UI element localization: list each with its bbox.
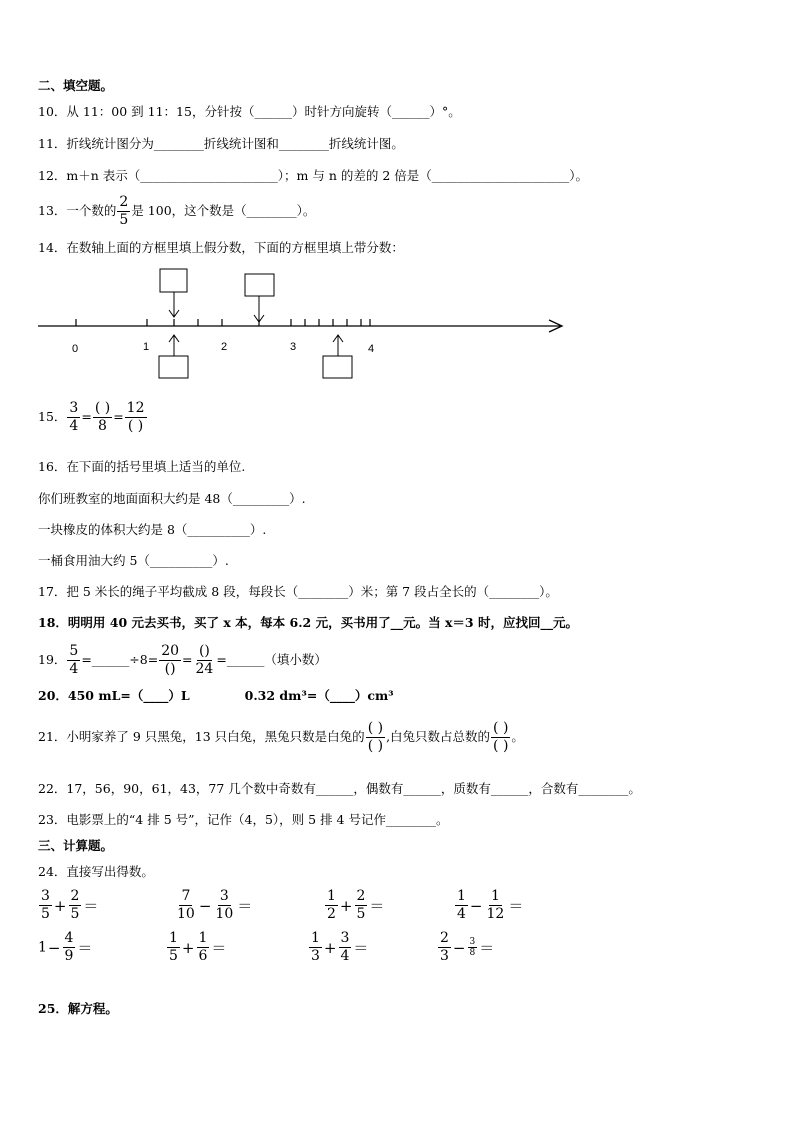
calc-4-d2: 12 bbox=[486, 906, 505, 922]
number-line-ticks bbox=[76, 319, 370, 326]
calc-3-f1 bbox=[325, 888, 338, 923]
q21-f2d: ( ) bbox=[493, 738, 509, 754]
calc-7-n2: 3 bbox=[340, 930, 350, 946]
q21-f2n: ( ) bbox=[493, 720, 509, 736]
calc-5-d2: 9 bbox=[64, 948, 74, 964]
calc-1-f1 bbox=[39, 888, 52, 923]
question-16-line-3: 一桶食用油大约 5（__________）. bbox=[38, 553, 229, 568]
question-23: 23．电影票上的“4 排 5 号”，记作（4，5），则 5 排 4 号记作________。 bbox=[38, 812, 449, 827]
q13-fraction bbox=[117, 194, 130, 229]
q15-f2d: 8 bbox=[98, 418, 107, 434]
question-25: 25．解方程。 bbox=[38, 1001, 118, 1016]
calc-4-f2 bbox=[485, 888, 507, 923]
q13-den: 5 bbox=[119, 212, 129, 228]
number-line-label-2: 2 bbox=[221, 341, 228, 353]
q21-f1n: ( ) bbox=[367, 720, 384, 736]
q15-fraction-1 bbox=[67, 400, 80, 435]
answer-box-bottom-2[interactable] bbox=[323, 335, 352, 378]
calc-1-op: + bbox=[53, 896, 67, 915]
section-three-title: 三、计算题。 bbox=[38, 838, 114, 853]
calc-5-op: − bbox=[47, 938, 61, 957]
calc-2-f1 bbox=[175, 888, 197, 923]
calc-4-n1: 1 bbox=[457, 888, 466, 904]
q15-f3d: ( ) bbox=[127, 418, 144, 434]
calc-8-n2: 3 bbox=[469, 937, 476, 947]
calc-7-f1 bbox=[309, 930, 322, 965]
question-15 bbox=[38, 400, 148, 435]
calc-2-n2: 3 bbox=[219, 888, 229, 904]
calc-3-n2: 2 bbox=[356, 888, 366, 904]
calc-1-d1: 5 bbox=[41, 906, 50, 922]
calc-8-n1: 2 bbox=[440, 930, 449, 946]
calc-2-n1: 7 bbox=[181, 888, 191, 904]
calc-1-n1: 3 bbox=[41, 888, 50, 904]
calc-4-n2: 1 bbox=[490, 888, 500, 904]
calc-2-op: − bbox=[198, 896, 212, 915]
calc-5-whole: 1 bbox=[38, 939, 47, 956]
calc-7-n1: 1 bbox=[311, 930, 320, 946]
calc-8-f1 bbox=[438, 930, 451, 965]
q19-f2d: () bbox=[164, 661, 176, 677]
calc-6-n1: 1 bbox=[169, 930, 178, 946]
answer-box-top-2[interactable] bbox=[245, 274, 274, 322]
calc-5-eq: ＝ bbox=[77, 939, 93, 957]
q19-f2n: 20 bbox=[161, 643, 180, 659]
calc-8-op: − bbox=[452, 938, 466, 957]
calc-2-f2 bbox=[213, 888, 235, 923]
calc-8-d1: 3 bbox=[440, 948, 449, 964]
calc-item-6 bbox=[166, 930, 227, 965]
calc-2-d1: 10 bbox=[177, 906, 195, 922]
q21-fraction-1 bbox=[366, 720, 385, 755]
question-16-line-1: 你们班教室的地面面积大约是 48（_________）. bbox=[38, 491, 306, 506]
q15-f2n: ( ) bbox=[94, 400, 111, 416]
q20-part-b: 0.32 dm³=（____）cm³ bbox=[244, 688, 394, 703]
q15-label: 15． bbox=[38, 409, 67, 424]
q15-fraction-3 bbox=[125, 400, 147, 435]
calc-1-n2: 2 bbox=[70, 888, 80, 904]
answer-box-top-1[interactable] bbox=[160, 269, 187, 317]
question-20 bbox=[38, 688, 394, 704]
question-17: 17．把 5 米长的绳子平均截成 8 段，每段长（________）米；第 7 段占全长的（________）。 bbox=[38, 584, 558, 599]
q20-part-a: 20．450 mL=（____）L bbox=[38, 688, 190, 703]
calc-3-f2 bbox=[355, 888, 368, 923]
q13-prefix: 13．一个数的 bbox=[38, 203, 117, 218]
number-line-label-3: 3 bbox=[290, 341, 297, 353]
calc-3-d2: 5 bbox=[356, 906, 366, 922]
q19-tail: =______（填小数） bbox=[216, 652, 327, 667]
q13-num: 2 bbox=[119, 194, 129, 210]
calc-3-d1: 2 bbox=[327, 906, 336, 922]
calc-6-d2: 6 bbox=[198, 948, 208, 964]
calc-2-eq: ＝ bbox=[237, 897, 253, 915]
q19-f1d: 4 bbox=[69, 661, 79, 677]
number-line-label-4: 4 bbox=[368, 343, 375, 355]
calc-4-f1 bbox=[455, 888, 468, 923]
question-16-line-2: 一块橡皮的体积大约是 8（__________）. bbox=[38, 522, 267, 537]
calc-3-n1: 1 bbox=[327, 888, 336, 904]
question-13 bbox=[38, 194, 315, 229]
q19-mid: =______÷8= bbox=[81, 652, 159, 667]
calc-7-d2: 4 bbox=[340, 948, 350, 964]
calc-1-d2: 5 bbox=[70, 906, 80, 922]
q19-fraction-2 bbox=[159, 643, 181, 678]
calc-1-eq: ＝ bbox=[83, 897, 99, 915]
calc-item-2 bbox=[174, 888, 253, 923]
question-16: 16．在下面的括号里填上适当的单位. bbox=[38, 459, 246, 474]
calc-item-1 bbox=[38, 888, 99, 923]
calc-8-eq: ＝ bbox=[479, 939, 495, 957]
calc-1-f2 bbox=[69, 888, 82, 923]
q21-mid: ,白兔只数占总数的 bbox=[386, 729, 491, 744]
q19-label: 19． bbox=[38, 652, 67, 667]
calc-6-op: + bbox=[181, 938, 195, 957]
q15-eq-2: = bbox=[113, 409, 124, 424]
calc-7-op: + bbox=[323, 938, 337, 957]
calc-5-n2: 4 bbox=[64, 930, 74, 946]
q13-suffix: 是 100，这个数是（________）。 bbox=[131, 203, 316, 218]
question-12: 12．m＋n 表示（______________________）；m 与 n 的差的 2 倍是（______________________）。 bbox=[38, 168, 589, 183]
calc-7-f2 bbox=[339, 930, 352, 965]
q19-f3n: () bbox=[198, 643, 210, 659]
calc-8-f2 bbox=[468, 937, 478, 958]
calc-7-d1: 3 bbox=[311, 948, 320, 964]
calc-4-d1: 4 bbox=[457, 906, 466, 922]
calc-4-eq: ＝ bbox=[508, 897, 524, 915]
q15-f3n: 12 bbox=[126, 400, 145, 416]
question-14: 14．在数轴上面的方框里填上假分数，下面的方框里填上带分数： bbox=[38, 240, 404, 255]
calc-3-eq: ＝ bbox=[369, 897, 385, 915]
q19-fraction-3 bbox=[194, 643, 216, 678]
question-21 bbox=[38, 720, 524, 755]
calc-6-n2: 1 bbox=[198, 930, 208, 946]
q19-fraction-1 bbox=[67, 643, 80, 678]
q15-fraction-2 bbox=[93, 400, 112, 435]
question-22: 22．17，56，90，61，43，77 几个数中奇数有______，偶数有______，质数有______，合数有________。 bbox=[38, 781, 641, 796]
q21-end: 。 bbox=[511, 729, 524, 744]
calc-5-f2 bbox=[63, 930, 76, 965]
q21-f1d: ( ) bbox=[367, 738, 384, 754]
calc-6-eq: ＝ bbox=[211, 939, 227, 957]
number-line bbox=[0, 262, 600, 387]
answer-box-bottom-1[interactable] bbox=[159, 335, 188, 378]
calc-7-eq: ＝ bbox=[353, 939, 369, 957]
q15-f1d: 4 bbox=[69, 418, 79, 434]
q15-f1n: 3 bbox=[69, 400, 79, 416]
calc-6-f1 bbox=[167, 930, 180, 965]
calc-8-d2: 8 bbox=[469, 948, 476, 958]
calc-6-f2 bbox=[197, 930, 210, 965]
calc-item-7 bbox=[308, 930, 369, 965]
question-18: 18．明明用 40 元去买书，买了 x 本，每本 6.2 元，买书用了__元。当 x＝3 时，应找回__元。 bbox=[38, 615, 578, 630]
q21-prefix: 21．小明家养了 9 只黑兔，13 只白兔，黑兔只数是白兔的 bbox=[38, 729, 365, 744]
q15-eq-1: = bbox=[81, 409, 92, 424]
calc-item-3 bbox=[324, 888, 385, 923]
calc-item-4 bbox=[454, 888, 524, 923]
calc-2-d2: 10 bbox=[215, 906, 234, 922]
q19-f1n: 5 bbox=[69, 643, 79, 659]
question-10: 10．从 11：00 到 11：15，分针按（______）时针方向旋转（______）°。 bbox=[38, 104, 461, 119]
number-line-label-0: 0 bbox=[72, 343, 79, 355]
q21-fraction-2 bbox=[491, 720, 510, 755]
calc-6-d1: 5 bbox=[169, 948, 178, 964]
section-two-title: 二、填空题。 bbox=[38, 78, 114, 93]
question-24: 24．直接写出得数。 bbox=[38, 864, 154, 879]
q19-f3d: 24 bbox=[195, 661, 214, 677]
calc-item-5 bbox=[38, 930, 93, 965]
calc-3-op: + bbox=[339, 896, 353, 915]
calc-item-8 bbox=[437, 930, 495, 965]
number-line-label-1: 1 bbox=[143, 341, 150, 353]
question-19: 19． $\frac{5}{4}$ =______÷8= $\frac{20}{()}$ = $\frac{()}{24}$ =______（填小数） bbox=[38, 643, 327, 677]
question-11: 11．折线统计图分为________折线统计图和________折线统计图。 bbox=[38, 136, 404, 151]
calc-4-op: − bbox=[469, 896, 483, 915]
